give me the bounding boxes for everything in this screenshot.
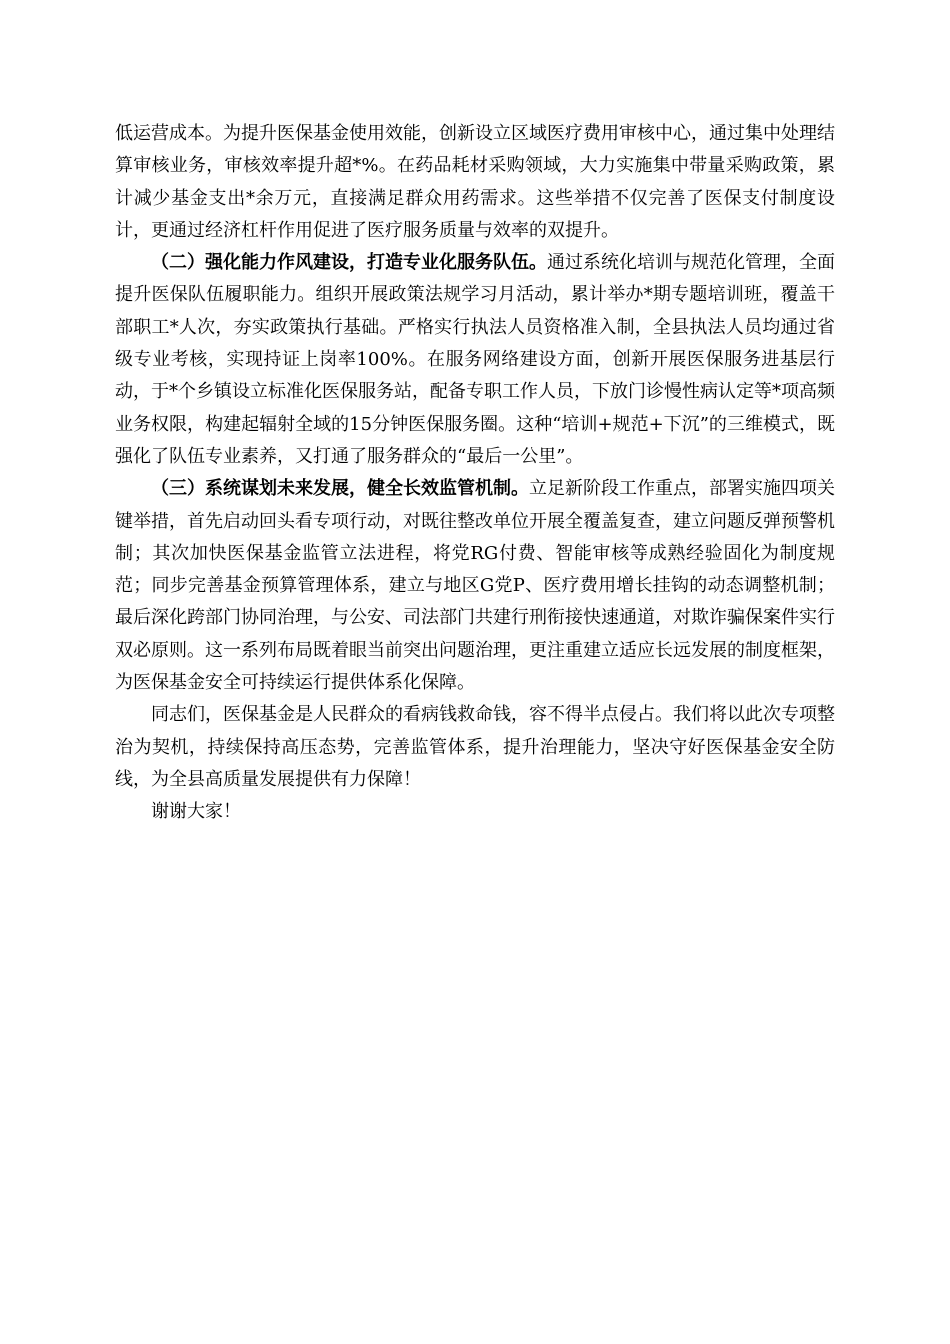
section-heading-3: （三）系统谋划未来发展，健全长效监管机制。 xyxy=(151,478,529,500)
section-heading-2: （二）强化能力作风建设，打造专业化服务队伍。 xyxy=(151,252,547,274)
paragraph-text: 谢谢大家！ xyxy=(151,801,241,823)
paragraph-team-building xyxy=(115,247,835,473)
paragraph-thanks xyxy=(115,796,835,828)
paragraph-cost-reduction xyxy=(115,118,835,247)
paragraph-text: 同志们，医保基金是人民群众的看病钱救命钱，容不得半点侵占。我们将以此次专项整治为契机，持续保持高压态势，完善监管体系，提升治理能力，坚决守好医保基金安全防线，为全县高质量发展提供有力保障！ xyxy=(115,704,835,790)
paragraph-text: 低运营成本。为提升医保基金使用效能，创新设立区域医疗费用审核中心，通过集中处理结算审核业务，审核效率提升超*%。在药品耗材采购领域，大力实施集中带量采购政策，累计减少基金支出*余万元，直接满足群众用药需求。这些举措不仅完善了医保支付制度设计，更通过经济杠杆作用促进了医疗服务质量与效率的双提升。 xyxy=(115,123,835,241)
paragraph-text: 立足新阶段工作重点，部署实施四项关键举措，首先启动回头看专项行动，对既往整改单位开展全覆盖复查，建立问题反弹预警机制；其次加快医保基金监管立法进程，将党RG付费、智能审核等成熟经验固化为制度规范；同步完善基金预算管理体系，建立与地区G党P、医疗费用增长挂钩的动态调整机制；最后深化跨部门协同治理，与公安、司法部门共建行刑衔接快速通道，对欺诈骗保案件实行双必原则。这一系列布局既着眼当前突出问题治理，更注重建立适应长远发展的制度框架，为医保基金安全可持续运行提供体系化保障。 xyxy=(115,478,835,694)
paragraph-text: 通过系统化培训与规范化管理，全面提升医保队伍履职能力。组织开展政策法规学习月活动，累计举办*期专题培训班，覆盖干部职工*人次，夯实政策执行基础。严格实行执法人员资格准入制，全县执法人员均通过省级专业考核，实现持证上岗率100%。在服务网络建设方面，创新开展医保服务进基层行动，于*个乡镇设立标准化医保服务站，配备专职工作人员，下放门诊慢性病认定等*项高频业务权限，构建起辐射全域的15分钟医保服务圈。这种“培训+规范+下沉”的三维模式，既强化了队伍专业素养，又打通了服务群众的“最后一公里”。 xyxy=(115,252,836,467)
paragraph-closing-remarks xyxy=(115,699,835,796)
document-body xyxy=(115,118,835,829)
paragraph-future-planning xyxy=(115,473,835,699)
